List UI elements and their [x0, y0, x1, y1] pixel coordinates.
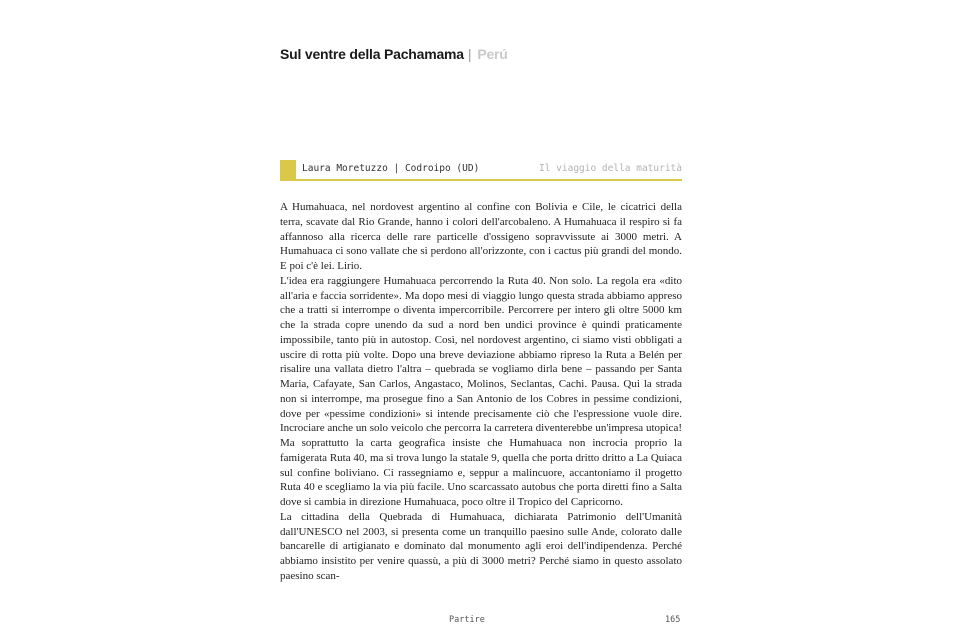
- author-name: Laura Moretuzzo | Codroipo (UD): [302, 163, 480, 174]
- footer-section-title: Partire: [449, 615, 485, 625]
- page-number: 165: [665, 615, 681, 625]
- paragraph: L'idea era raggiungere Humahuaca percorrendo la Ruta 40. Non solo. La regola era «dito all'aria e faccia sorridente». Ma dopo mesi di viaggio lungo questa strada abbiamo appreso che a tratti si interrompe o diventa impercorribile. Percorrere per intero gli oltre 5000 km che la strada copre unendo da sud a nord ben undici province è quindi praticamente impossibile, tanto più in autostop. Così, nel nordovest argentino, ci siamo visti obbligati a uscire di rotta più volte. Dopo una breve deviazione abbiamo ripreso la Ruta a Belén per risalire una vallata dietro l'altra – quebrada se vogliamo dirla bene – passando per Santa Maria, Cafayate, San Carlos, Angastaco, Molinos, Seclantas, Cachi. Pausa. Qui la strada non si interrompe, ma prosegue fino a San Antonio de los Cobres in pessime condizioni, dove per «pessime condizioni» si intende precisamente ciò che l'espressione vuole dire. Incrociare anche un solo veicolo che percorra la carretera diventerebbe un'impresa utopica! Ma soprattutto la carta geografica insiste che Humahuaca non incrocia proprio la famigerata Ruta 40, ma si trova lungo la statale 9, quella che porta dritto dritto a La Quiaca sul confine boliviano. Ci rassegniamo e, seppur a malincuore, accantoniamo il progetto Ruta 40 e scegliamo la via più facile. Uno scarcassato autobus che porta diretti fino a Salta dove si cambia in direzione Humahuaca, poco oltre il Tropico del Capricorno.: [280, 274, 682, 508]
- accent-marker: [280, 160, 296, 179]
- paragraph: La cittadina della Quebrada di Humahuaca, dichiarata Patrimonio dell'Umanità dall'UNESCO nel 2003, si presenta come un tranquillo paesino sulle Ande, colorato dalle bancarelle di artigianato e dominato dal monumento agli eroi dell'indipendenza. Perché abbiamo insistito per venire quassù, a più di 3000 metri? Perché siamo in questo assolato paesino scan-: [280, 510, 682, 582]
- accent-rule: [280, 179, 682, 181]
- chapter-title: Sul ventre della Pachamama: [280, 46, 464, 62]
- chapter-country: Perú: [477, 46, 508, 62]
- story-theme: Il viaggio della maturità: [539, 163, 682, 174]
- running-head: [280, 46, 508, 62]
- byline: [280, 160, 682, 182]
- body-text: [280, 200, 682, 584]
- header-separator: |: [467, 46, 472, 62]
- paragraph: A Humahuaca, nel nordovest argentino al confine con Bolivia e Cile, le cicatrici della terra, scavate dal Rio Grande, hanno i colori dell'arcobaleno. A Humahuaca il respiro si fa affannoso alla ricerca delle rare particelle d'ossigeno sopravvissute ai 3000 metri. A Humahuaca ci sono vallate che si perdono all'orizzonte, con i cactus più grandi del mondo. E poi c'è lei. Lirio.: [280, 201, 682, 272]
